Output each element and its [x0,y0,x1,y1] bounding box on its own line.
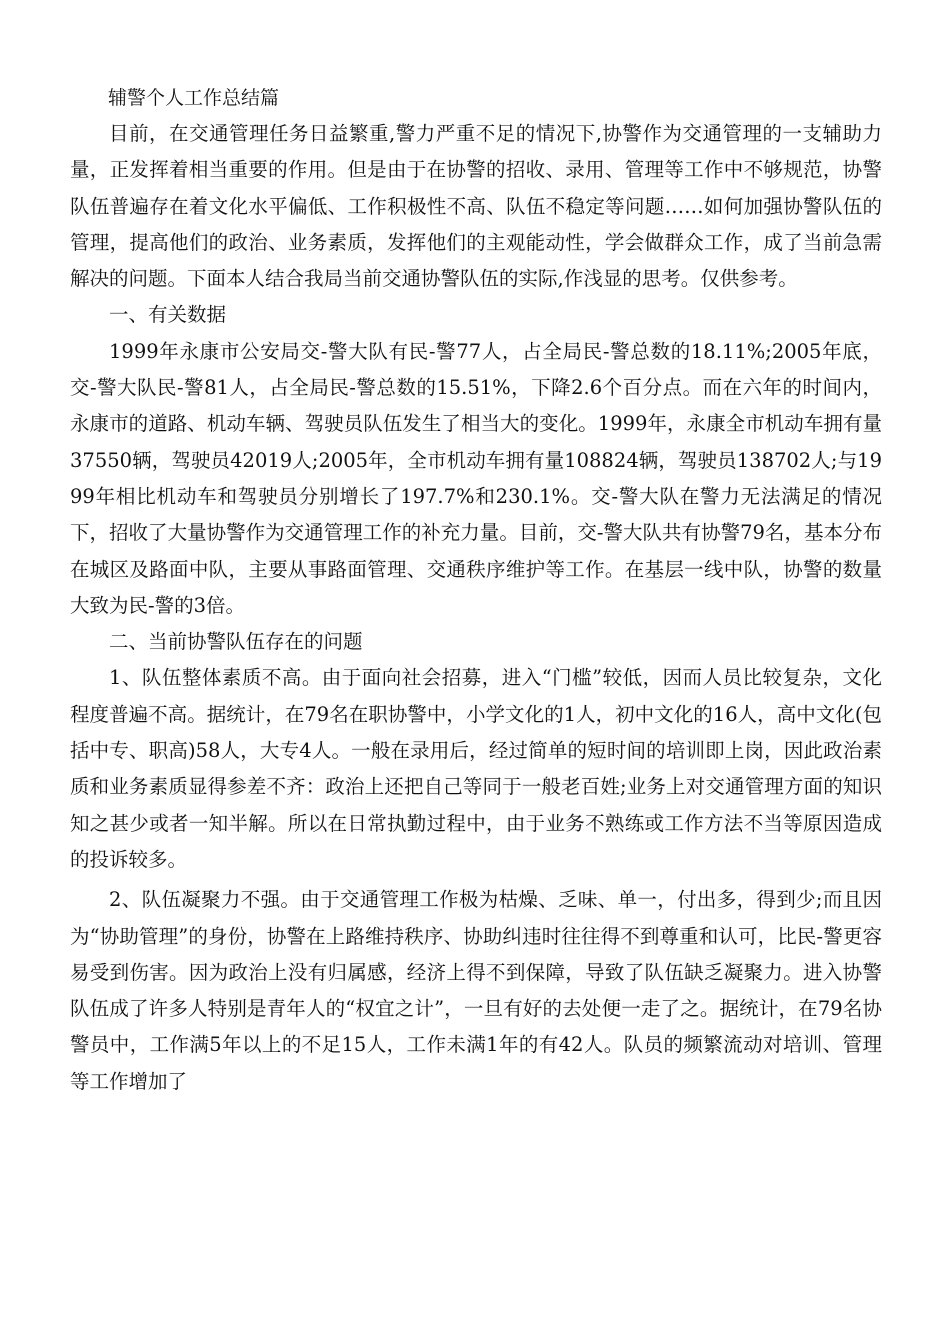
section-heading-data: 一、有关数据 [109,303,227,327]
problem-item-1: 1、队伍整体素质不高。由于面向社会招募，进入“门槛”较低，因而人员比较复杂，文化程度普遍不高。据统计，在79名在职协警中，小学文化的1人，初中文化的16人，高中文化(包括中专、职高)58人，大专4人。一般在录用后，经过简单的短时间的培训即上岗，因此政治素质和业务素质显得参差不齐：政治上还把自己等同于一般老百姓;业务上对交通管理方面的知识知之甚少或者一知半解。所以在日常执勤过程中，由于业务不熟练或工作方法不当等原因造成的投诉较多。 [70,666,882,871]
section-heading-problems: 二、当前协警队伍存在的问题 [109,630,363,654]
document-title: 辅警个人工作总结篇 [108,87,280,109]
intro-paragraph: 目前，在交通管理任务日益繁重,警力严重不足的情况下,协警作为交通管理的一支辅助力量，正发挥着相当重要的作用。但是由于在协警的招收、录用、管理等工作中不够规范，协警队伍普遍存在着文化水平偏低、工作积极性不高、队伍不稳定等问题……如何加强协警队伍的管理，提高他们的政治、业务素质，发挥他们的主观能动性，学会做群众工作，成了当前急需解决的问题。下面本人结合我局当前交通协警队伍的实际,作浅显的思考。仅供参考。 [70,122,882,291]
section-data-paragraph: 1999年永康市公安局交-警大队有民-警77人，占全局民-警总数的18.11%;2005年底，交-警大队民-警81人，占全局民-警总数的15.51%，下降2.6个百分点。而在六年的时间内，永康市的道路、机动车辆、驾驶员队伍发生了相当大的变化。1999年，永康全市机动车拥有量37550辆，驾驶员42019人;2005年，全市机动车拥有量108824辆，驾驶员138702人;与1999年相比机动车和驾驶员分别增长了197.7%和230.1%。交-警大队在警力无法满足的情况下，招收了大量协警作为交通管理工作的补充力量。目前，交-警大队共有协警79名，基本分布在城区及路面中队，主要从事路面管理、交通秩序维护等工作。在基层一线中队，协警的数量大致为民-警的3倍。 [70,339,882,617]
document-page [70,80,882,1100]
problem-item-2: 2、队伍凝聚力不强。由于交通管理工作极为枯燥、乏味、单一，付出多，得到少;而且因为“协助管理”的身份，协警在上路维持秩序、协助纠违时往往得不到尊重和认可，比民-警更容易受到伤害。因为政治上没有归属感，经济上得不到保障，导致了队伍缺乏凝聚力。进入协警队伍成了许多人特别是青年人的“权宜之计”，一旦有好的去处便一走了之。据统计，在79名协警员中，工作满5年以上的不足15人，工作未满1年的有42人。队员的频繁流动对培训、管理等工作增加了 [70,888,882,1093]
